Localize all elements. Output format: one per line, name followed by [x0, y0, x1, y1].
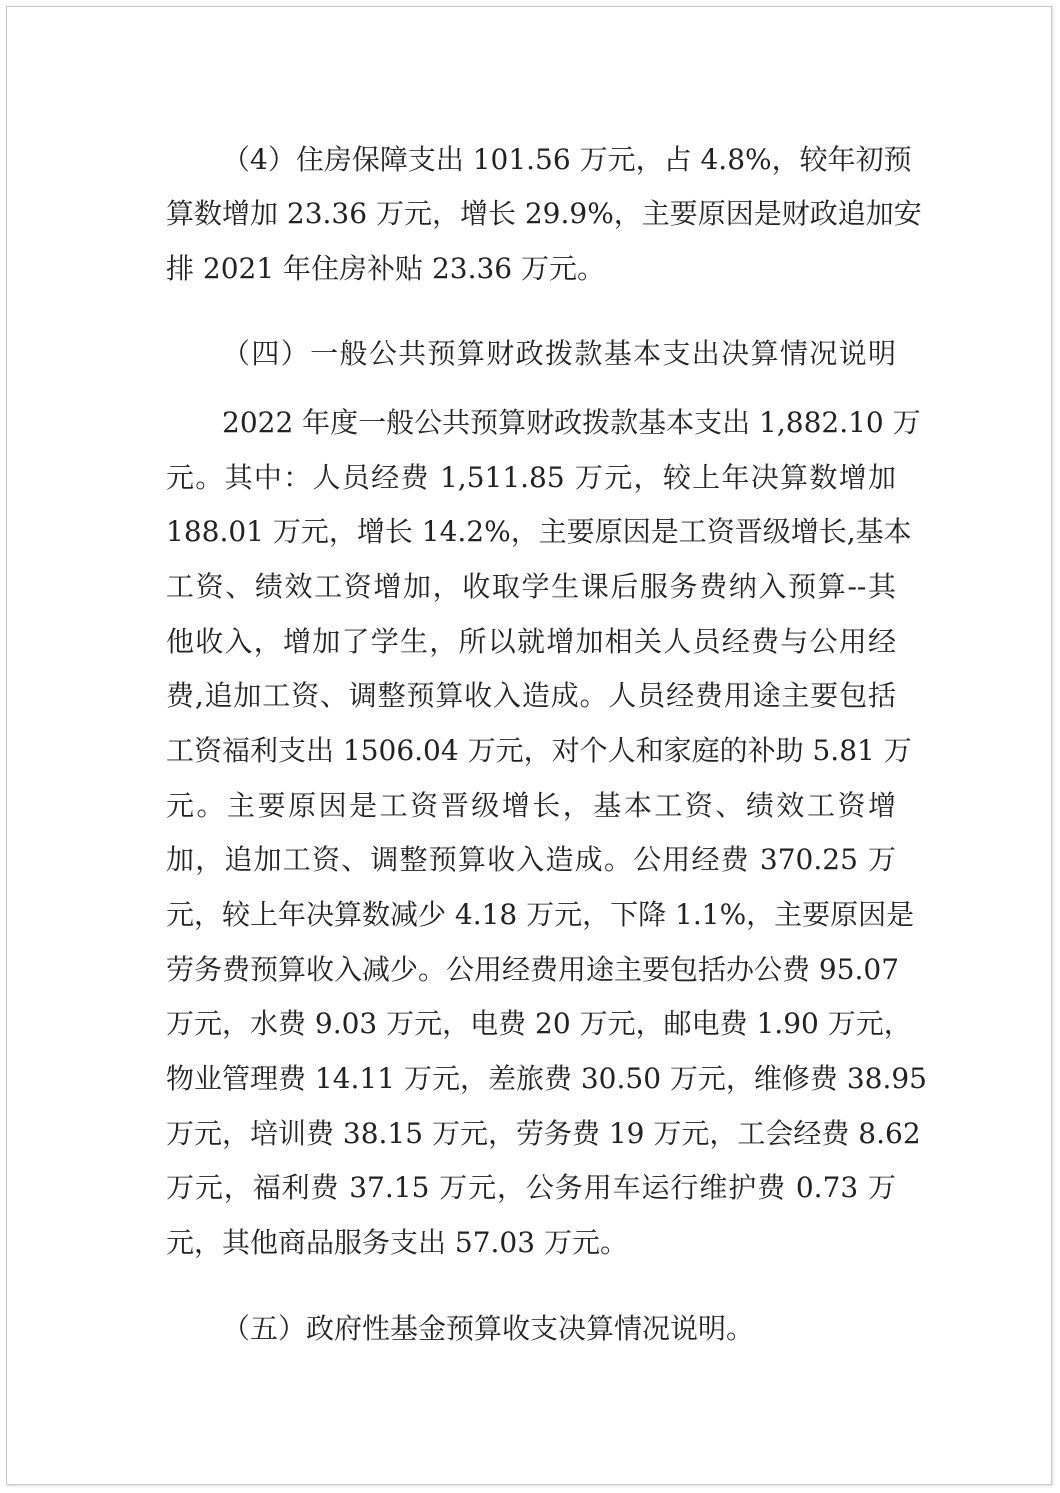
paragraph-basic-line-10: 元，较上年决算数减少 4.18 万元，下降 1.1%，主要原因是 — [166, 898, 915, 931]
paragraph-housing-line-3: 排 2021 年住房补贴 23.36 万元。 — [166, 252, 606, 285]
section-heading-5: （五）政府性基金预算收支决算情况说明。 — [222, 1312, 755, 1345]
paragraph-basic-line-6: 费,追加工资、调整预算收入造成。人员经费用途主要包括 — [166, 679, 896, 712]
paragraph-basic-line-15: 万元，福利费 37.15 万元，公务用车运行维护费 0.73 万 — [166, 1171, 896, 1204]
paragraph-housing-line-1: （4）住房保障支出 101.56 万元，占 4.8%，较年初预 — [222, 143, 912, 176]
paragraph-basic-line-14: 万元，培训费 38.15 万元，劳务费 19 万元，工会经费 8.62 — [166, 1117, 921, 1150]
paragraph-basic-line-1: 2022 年度一般公共预算财政拨款基本支出 1,882.10 万 — [222, 406, 921, 439]
paragraph-basic-line-4: 工资、绩效工资增加，收取学生课后服务费纳入预算--其 — [166, 570, 896, 603]
paragraph-basic-line-2: 元。其中：人员经费 1,511.85 万元，较上年决算数增加 — [166, 461, 896, 494]
paragraph-basic-line-13: 物业管理费 14.11 万元，差旅费 30.50 万元，维修费 38.95 — [166, 1062, 927, 1095]
paragraph-basic-line-3: 188.01 万元，增长 14.2%，主要原因是工资晋级增长,基本 — [166, 515, 912, 548]
paragraph-basic-line-16: 元，其他商品服务支出 57.03 万元。 — [166, 1226, 628, 1259]
paragraph-housing-line-2: 算数增加 23.36 万元，增长 29.9%，主要原因是财政追加安 — [166, 197, 922, 230]
paragraph-basic-line-5: 他收入，增加了学生，所以就增加相关人员经费与公用经 — [166, 625, 896, 658]
paragraph-basic-line-12: 万元，水费 9.03 万元，电费 20 万元，邮电费 1.90 万元， — [166, 1007, 912, 1040]
paragraph-basic-line-8: 元。主要原因是工资晋级增长，基本工资、绩效工资增 — [166, 789, 896, 822]
paragraph-basic-line-11: 劳务费预算收入减少。公用经费用途主要包括办公费 95.07 — [166, 953, 900, 986]
paragraph-basic-line-7: 工资福利支出 1506.04 万元，对个人和家庭的补助 5.81 万 — [166, 734, 912, 767]
section-heading-4: （四）一般公共预算财政拨款基本支出决算情况说明 — [222, 337, 896, 370]
paragraph-basic-line-9: 加，追加工资、调整预算收入造成。公用经费 370.25 万 — [166, 843, 896, 876]
